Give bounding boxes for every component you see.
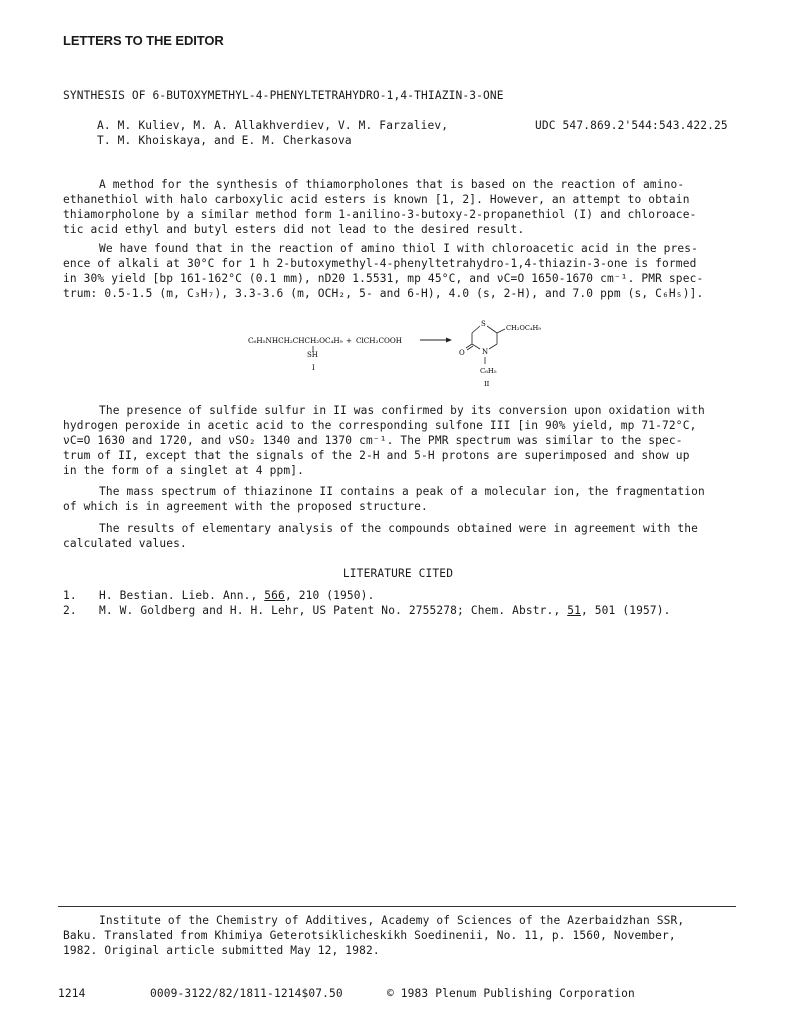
- reference-list: [63, 588, 671, 618]
- footnote: [63, 913, 684, 958]
- reaction-scheme: [240, 312, 570, 394]
- paragraph-line: in 30% yield [bp 161-162°C (0.1 mm), nD20 1.5531, mp 45°C, and νC=O 1650-1670 cm⁻¹. PMR spec-: [63, 272, 704, 285]
- plus-sign: +: [346, 336, 353, 345]
- footnote-line: Baku. Translated from Khimiya Geterotsiklicheskikh Soedinenii, No. 11, p. 1560, November,: [63, 929, 676, 942]
- paragraph-line: ethanethiol with halo carboxylic acid esters is known [1, 2]. However, an attempt to obtain: [63, 193, 690, 206]
- footnote-line: 1982. Original article submitted May 12, 1982.: [63, 944, 380, 957]
- product-sulfur: S: [481, 320, 486, 328]
- reference-item: [63, 588, 671, 603]
- paragraph-line: ence of alkali at 30°C for 1 h 2-butoxymethyl-4-phenyltetrahydro-1,4-thiazin-3-one is formed: [63, 257, 697, 270]
- paragraph-4: [63, 484, 753, 514]
- paragraph-line: The mass spectrum of thiazinone II contains a peak of a molecular ion, the fragmentation: [99, 485, 705, 498]
- paragraph-line: thiamorpholone by a similar method form 1-anilino-3-butoxy-2-propanethiol (I) and chloroace-: [63, 208, 697, 221]
- reactant-1-label: I: [312, 364, 315, 372]
- section-header: LETTERS TO THE EDITOR: [63, 33, 224, 48]
- ring-bond: [487, 326, 497, 333]
- paragraph-line: trum: 0.5-1.5 (m, C₃H₇), 3.3-3.6 (m, OCH₂, 5- and 6-H), 4.0 (s, 2-H), and 7.0 ppm (s, C₆H₅)].: [63, 287, 704, 300]
- article-title: SYNTHESIS OF 6-BUTOXYMETHYL-4-PHENYLTETRAHYDRO-1,4-THIAZIN-3-ONE: [63, 89, 504, 102]
- author-line-1: A. M. Kuliev, M. A. Allakhverdiev, V. M. Farzaliev,: [97, 119, 449, 132]
- footnote-rule: [58, 906, 736, 907]
- paragraph-line: calculated values.: [63, 537, 187, 550]
- issn-code: 0009-3122/82/1811-1214$07.50: [150, 987, 343, 1000]
- paragraph-5: [63, 521, 753, 551]
- product-oxygen: O: [459, 349, 465, 357]
- reactant-1: C₆H₅NHCH₂CHCH₂OC₄H₉: [248, 336, 343, 345]
- reference-tail: , 501 (1957).: [581, 604, 671, 617]
- product-nitrogen: N: [482, 348, 489, 356]
- reference-volume: 566: [264, 589, 285, 602]
- reference-item: [63, 603, 671, 618]
- author-line-2: T. M. Khoiskaya, and E. M. Cherkasova: [97, 134, 352, 147]
- paragraph-line: trum of II, except that the signals of the 2-H and 5-H protons are superimposed and show up: [63, 449, 690, 462]
- paragraph-3: [63, 403, 753, 478]
- ring-bond: [489, 344, 497, 349]
- product-substituent: CH₂OC₄H₉: [506, 324, 541, 332]
- paragraph-line: The results of elementary analysis of the compounds obtained were in agreement with the: [99, 522, 699, 535]
- ring-bond: [472, 326, 480, 333]
- reference-number: 2.: [63, 604, 77, 617]
- paragraph-2: [63, 241, 753, 301]
- author-list: [97, 118, 448, 148]
- reaction-arrow-head: [446, 338, 452, 343]
- footnote-line: Institute of the Chemistry of Additives, Academy of Sciences of the Azerbaidzhan SSR,: [99, 914, 685, 927]
- ring-bond: [472, 344, 480, 349]
- reference-number: 1.: [63, 589, 77, 602]
- reference-text: M. W. Goldberg and H. H. Lehr, US Patent No. 2755278; Chem. Abstr.,: [99, 604, 568, 617]
- paragraph-line: The presence of sulfide sulfur in II was confirmed by its conversion upon oxidation with: [99, 404, 705, 417]
- paragraph-line: A method for the synthesis of thiamorpholones that is based on the reaction of amino-: [99, 178, 685, 191]
- copyright-line: © 1983 Plenum Publishing Corporation: [387, 987, 635, 1000]
- reference-text: H. Bestian. Lieb. Ann.,: [99, 589, 265, 602]
- product-label: II: [484, 380, 490, 388]
- paragraph-1: [63, 177, 753, 237]
- paragraph-line: of which is in agreement with the proposed structure.: [63, 500, 428, 513]
- substituent-bond: [497, 329, 505, 333]
- reactant-2: ClCH₂COOH: [356, 336, 402, 345]
- reference-tail: , 210 (1950).: [284, 589, 375, 602]
- page-number: 1214: [58, 987, 86, 1000]
- paragraph-line: We have found that in the reaction of amino thiol I with chloroacetic acid in the pres-: [99, 242, 699, 255]
- udc-code: UDC 547.869.2'544:543.422.25: [535, 119, 728, 132]
- paragraph-line: νC=O 1630 and 1720, and νSO₂ 1340 and 1370 cm⁻¹. The PMR spectrum was similar to the spec-: [63, 434, 683, 447]
- product-phenyl: C₆H₅: [480, 367, 497, 375]
- paragraph-line: hydrogen peroxide in acetic acid to the corresponding sulfone III [in 90% yield, mp 71-72°C,: [63, 419, 697, 432]
- literature-heading: LITERATURE CITED: [342, 567, 454, 580]
- reactant-1-sh: SH: [307, 351, 318, 359]
- reference-volume: 51: [567, 604, 581, 617]
- paragraph-line: in the form of a singlet at 4 ppm].: [63, 464, 304, 477]
- paragraph-line: tic acid ethyl and butyl esters did not lead to the desired result.: [63, 223, 525, 236]
